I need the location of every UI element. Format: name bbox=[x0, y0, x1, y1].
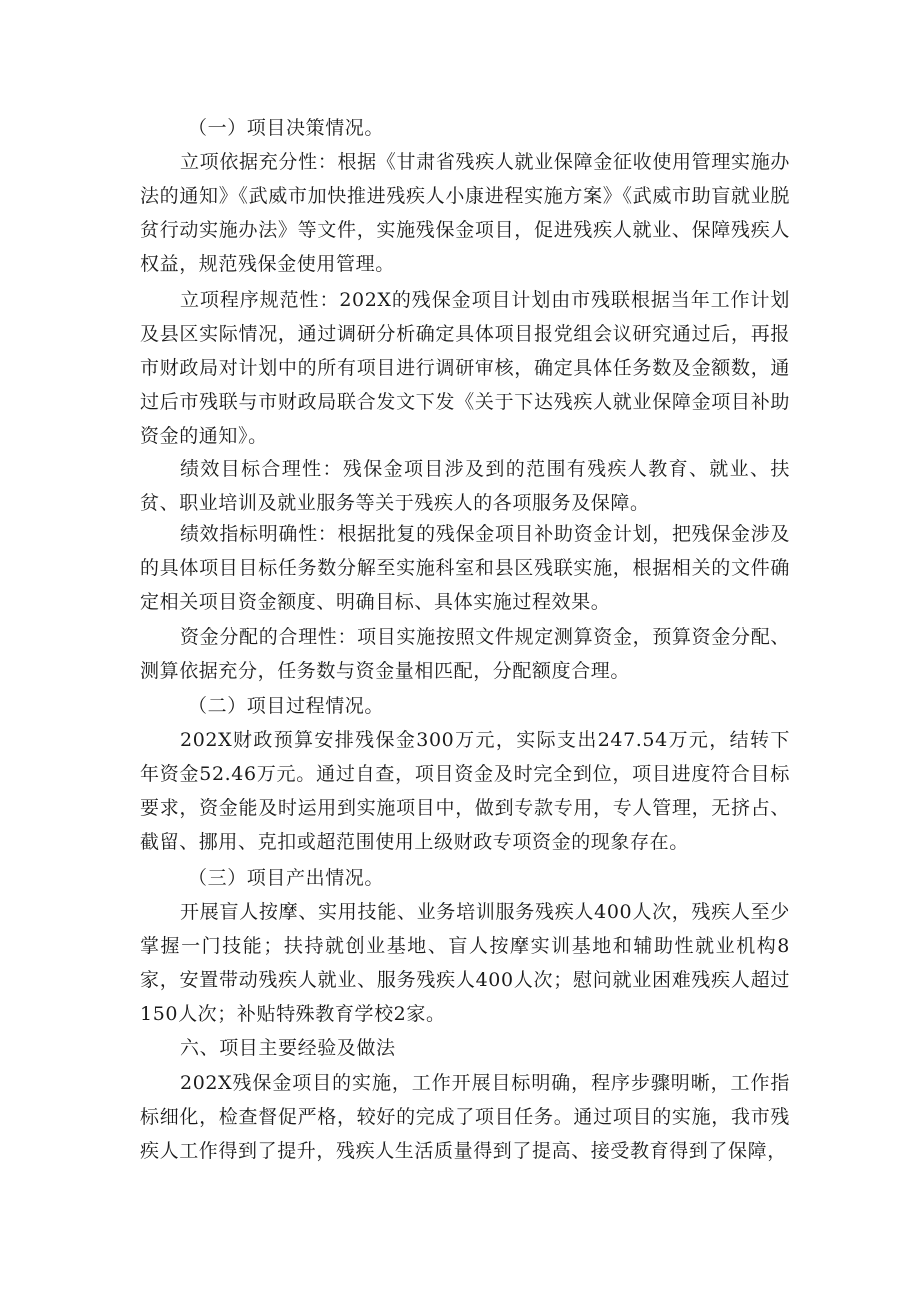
paragraph-performance-indicator: 绩效指标明确性：根据批复的残保金项目补助资金计划，把残保金涉及的具体项目目标任务数分解至实施科室和县区残联实施，根据相关的文件确定相关项目资金额度、明确目标、具体实施过程效果。 bbox=[140, 523, 790, 613]
paragraph-main-experience: 202X残保金项目的实施，工作开展目标明确，程序步骤明晰，工作指标细化，检查督促严格，较好的完成了项目任务。通过项目的实施，我市残疾人工作得到了提升，残疾人生活质量得到了提高、接受教育得到了保障， bbox=[140, 1072, 790, 1162]
paragraph-project-procedure: 立项程序规范性：202X的残保金项目计划由市残联根据当年工作计划及县区实际情况，通过调研分析确定具体项目报党组会议研究通过后，再报市财政局对计划中的所有项目进行调研审核，确定具体任务数及金额数，通过后市残联与市财政局联合发文下发《关于下达残疾人就业保障金项目补助资金的通知》。 bbox=[140, 289, 790, 447]
paragraph-performance-goal: 绩效目标合理性：残保金项目涉及到的范围有残疾人教育、就业、扶贫、职业培训及就业服务等关于残疾人的各项服务及保障。 bbox=[140, 458, 790, 514]
section-one-heading: （一）项目决策情况。 bbox=[188, 117, 385, 139]
section-three-heading: （三）项目产出情况。 bbox=[188, 867, 385, 889]
section-six-heading: 六、项目主要经验及做法 bbox=[180, 1037, 396, 1059]
section-two-heading: （二）项目过程情况。 bbox=[188, 695, 385, 717]
paragraph-budget-execution: 202X财政预算安排残保金300万元，实际支出247.54万元，结转下年资金52.46万元。通过自查，项目资金及时完全到位，项目进度符合目标要求，资金能及时运用到实施项目中，做到专款专用，专人管理，无挤占、截留、挪用、克扣或超范围使用上级财政专项资金的现象存在。 bbox=[140, 729, 790, 853]
paragraph-project-output: 开展盲人按摩、实用技能、业务培训服务残疾人400人次，残疾人至少掌握一门技能；扶持就创业基地、盲人按摩实训基地和辅助性就业机构8家，安置带动残疾人就业、服务残疾人400人次；慰问就业困难残疾人超过150人次；补贴特殊教育学校2家。 bbox=[140, 901, 790, 1025]
paragraph-fund-allocation: 资金分配的合理性：项目实施按照文件规定测算资金，预算资金分配、测算依据充分，任务数与资金量相匹配，分配额度合理。 bbox=[140, 626, 790, 682]
paragraph-project-basis: 立项依据充分性：根据《甘肃省残疾人就业保障金征收使用管理实施办法的通知》《武威市加快推进残疾人小康进程实施方案》《武威市助盲就业脱贫行动实施办法》等文件，实施残保金项目，促进残疾人就业、保障残疾人权益，规范残保金使用管理。 bbox=[140, 151, 790, 275]
